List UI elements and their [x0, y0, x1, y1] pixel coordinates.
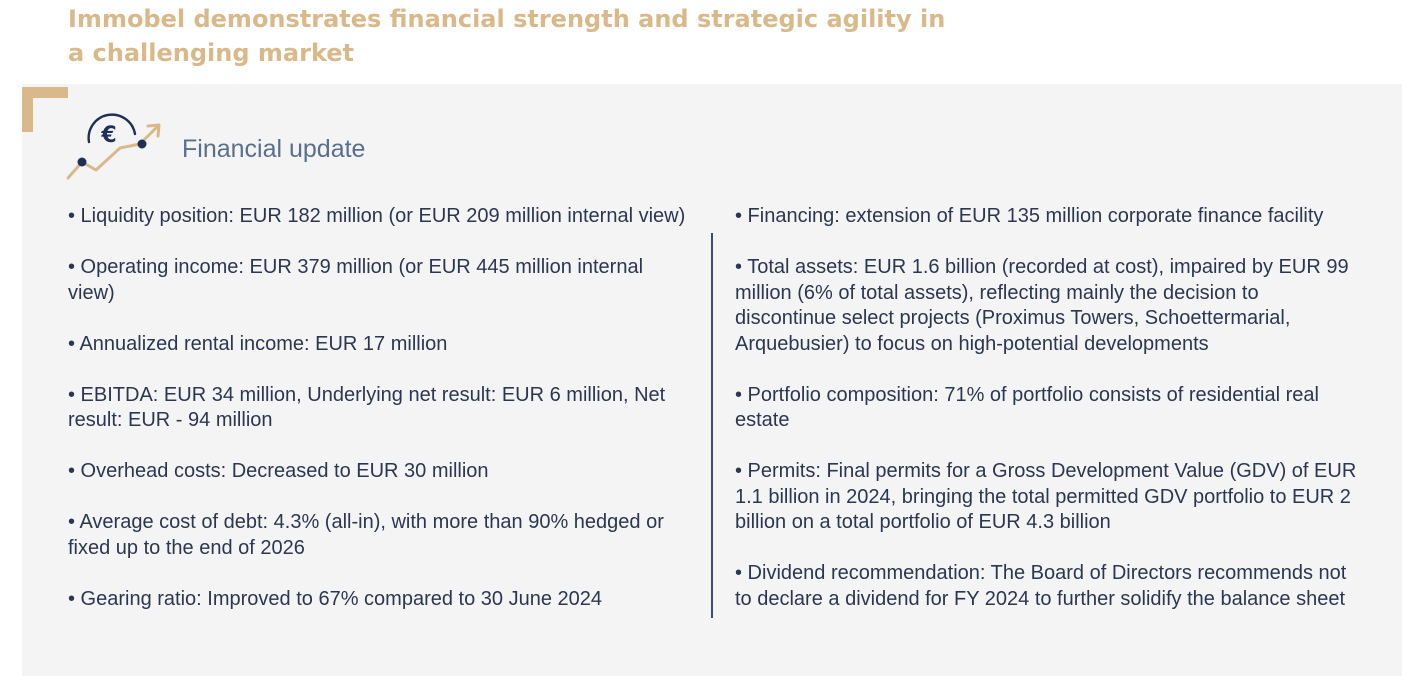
- bullet-item: • Overhead costs: Decreased to EUR 30 million: [68, 460, 489, 482]
- bullet-item: • Total assets: EUR 1.6 billion (recorded at cost), impaired by EUR 99 million (6% of total assets), reflecting mainly the decision to discontinue select projects (Proximus Towers, Schoettermarial, Arquebusier) to focus on high-potential developments: [735, 256, 1349, 355]
- bullet-item: • Liquidity position: EUR 182 million (or EUR 209 million internal view): [68, 205, 686, 227]
- bullet-item: • EBITDA: EUR 34 million, Underlying net result: EUR 6 million, Net result: EUR - 94 million: [68, 383, 666, 431]
- corner-accent-vertical: [22, 87, 33, 132]
- left-bullet-list: [68, 204, 690, 638]
- bullet-item: • Operating income: EUR 379 million (or EUR 445 million internal view): [68, 256, 644, 304]
- bullet-item: • Financing: extension of EUR 135 million corporate finance facility: [735, 205, 1324, 227]
- svg-text:€: €: [101, 123, 117, 148]
- page-headline: Immobel demonstrates financial strength and strategic agility in a challenging market: [68, 5, 946, 67]
- bullet-item: • Gearing ratio: Improved to 67% compared to 30 June 2024: [68, 587, 602, 610]
- right-bullet-list: [735, 204, 1365, 638]
- bullet-item: • Permits: Final permits for a Gross Development Value (GDV) of EUR 1.1 billion in 2024, bringing the total permitted GDV portfolio to EUR 2 billion on a total portfolio of EUR 4.3 billion: [735, 460, 1357, 533]
- bullet-item: • Average cost of debt: 4.3% (all-in), with more than 90% hedged or fixed up to the end of 2026: [68, 511, 664, 559]
- corner-accent-bracket: [22, 87, 68, 132]
- bullet-item: • Dividend recommendation: The Board of Directors recommends not to declare a dividend for FY 2024 to further solidify the balance sheet: [735, 562, 1347, 610]
- bullet-item: • Annualized rental income: EUR 17 million: [68, 332, 448, 355]
- section-title: Financial update: [182, 135, 366, 163]
- column-divider: [711, 233, 713, 618]
- bullet-item: • Portfolio composition: 71% of portfolio consists of residential real estate: [735, 383, 1319, 431]
- euro-growth-chart-icon: [64, 104, 166, 184]
